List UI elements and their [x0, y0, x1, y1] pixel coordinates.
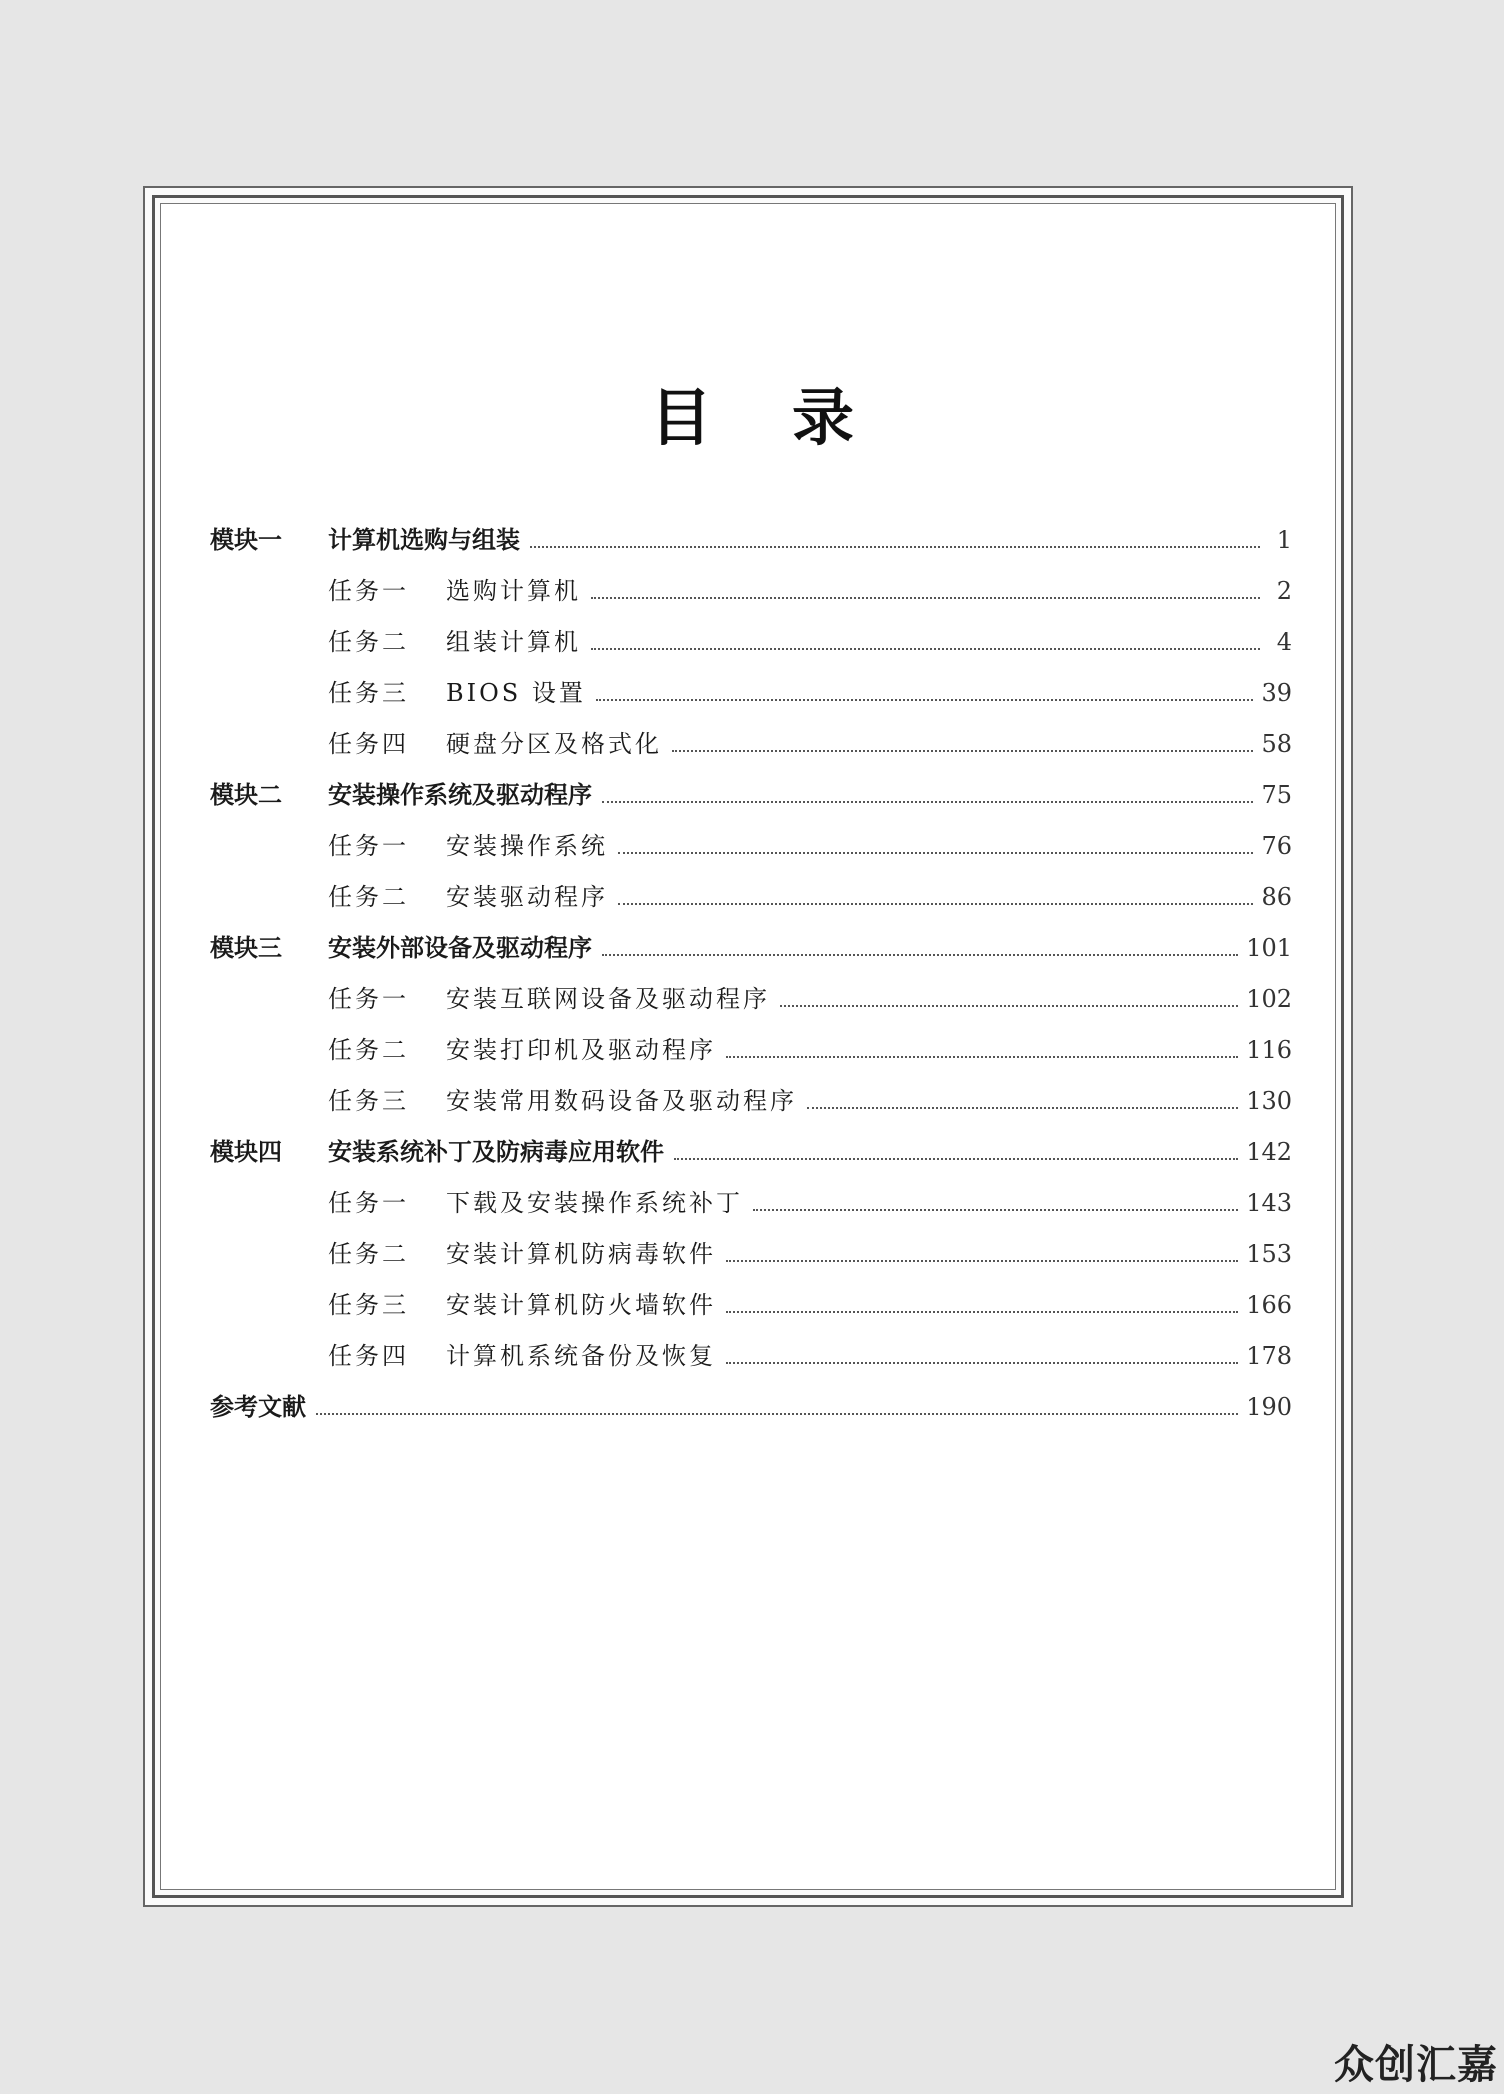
toc-entry-number: 任务二 — [328, 1240, 409, 1268]
toc-entry-task[interactable] — [210, 1183, 1292, 1234]
toc-dot-leader — [726, 1362, 1238, 1364]
toc-dot-leader — [726, 1056, 1238, 1058]
toc-entry-reference[interactable] — [210, 1387, 1292, 1438]
toc-entry-title: 选购计算机 — [446, 577, 581, 605]
toc-entry-page-number: 116 — [1246, 1036, 1292, 1064]
toc-entry-title: 安装常用数码设备及驱动程序 — [446, 1087, 797, 1115]
page-title — [0, 368, 1504, 457]
toc-entry-task[interactable] — [210, 673, 1292, 724]
toc-entry-title: 安装计算机防火墙软件 — [446, 1291, 716, 1319]
toc-entry-title: 安装系统补丁及防病毒应用软件 — [328, 1138, 664, 1166]
toc-entry-page-number: 75 — [1261, 781, 1292, 809]
toc-entry-page-number: 4 — [1276, 628, 1292, 656]
toc-entry-page-number: 153 — [1246, 1240, 1292, 1268]
toc-entry-task[interactable] — [210, 724, 1292, 775]
toc-entry-number: 任务一 — [328, 832, 409, 860]
toc-entry-number: 模块一 — [210, 526, 282, 554]
toc-entry-title: 安装操作系统及驱动程序 — [328, 781, 592, 809]
toc-entry-title: 下载及安装操作系统补丁 — [446, 1189, 743, 1217]
toc-entry-number: 任务四 — [328, 730, 409, 758]
toc-entry-task[interactable] — [210, 877, 1292, 928]
toc-entry-page-number: 2 — [1276, 577, 1292, 605]
toc-entry-number: 任务三 — [328, 679, 409, 707]
toc-entry-number: 任务三 — [328, 1087, 409, 1115]
toc-entry-page-number: 76 — [1261, 832, 1292, 860]
toc-entry-title: 安装互联网设备及驱动程序 — [446, 985, 770, 1013]
toc-entry-page-number: 39 — [1261, 679, 1292, 707]
toc-entry-title: 硬盘分区及格式化 — [446, 730, 662, 758]
toc-entry-page-number: 130 — [1246, 1087, 1292, 1115]
toc-entry-page-number: 58 — [1261, 730, 1292, 758]
toc-entry-task[interactable] — [210, 622, 1292, 673]
toc-dot-leader — [602, 954, 1238, 956]
toc-entry-task[interactable] — [210, 1081, 1292, 1132]
toc-entry-number: 模块四 — [210, 1138, 282, 1166]
toc-entry-page-number: 178 — [1246, 1342, 1292, 1370]
toc-entry-title: 安装外部设备及驱动程序 — [328, 934, 592, 962]
toc-dot-leader — [726, 1311, 1238, 1313]
toc-entry-page-number: 190 — [1246, 1393, 1292, 1421]
toc-entry-module[interactable] — [210, 775, 1292, 826]
toc-entry-number: 任务二 — [328, 628, 409, 656]
toc-dot-leader — [602, 801, 1253, 803]
toc-dot-leader — [591, 648, 1260, 650]
toc-entry-title: BIOS 设置 — [446, 679, 586, 707]
toc-entry-page-number: 142 — [1246, 1138, 1292, 1166]
toc-entry-title: 参考文献 — [210, 1393, 306, 1421]
toc-entry-task[interactable] — [210, 979, 1292, 1030]
toc-dot-leader — [618, 903, 1253, 905]
toc-entry-task[interactable] — [210, 1234, 1292, 1285]
toc-entry-number: 任务二 — [328, 883, 409, 911]
toc-entry-page-number: 102 — [1246, 985, 1292, 1013]
toc-entry-number: 任务一 — [328, 577, 409, 605]
table-of-contents — [210, 520, 1292, 1438]
watermark-logo: 众创汇嘉 — [1334, 2042, 1498, 2088]
title-char-2: 录 — [792, 381, 855, 454]
toc-entry-task[interactable] — [210, 1285, 1292, 1336]
toc-entry-number: 任务二 — [328, 1036, 409, 1064]
toc-entry-number: 任务一 — [328, 1189, 409, 1217]
toc-entry-page-number: 1 — [1276, 526, 1292, 554]
toc-entry-title: 安装驱动程序 — [446, 883, 608, 911]
toc-entry-page-number: 101 — [1246, 934, 1292, 962]
toc-entry-task[interactable] — [210, 826, 1292, 877]
toc-entry-page-number: 166 — [1246, 1291, 1292, 1319]
toc-entry-page-number: 143 — [1246, 1189, 1292, 1217]
toc-entry-task[interactable] — [210, 1030, 1292, 1081]
toc-dot-leader — [674, 1158, 1238, 1160]
toc-dot-leader — [780, 1005, 1238, 1007]
toc-entry-title: 计算机选购与组装 — [328, 526, 520, 554]
toc-entry-task[interactable] — [210, 1336, 1292, 1387]
toc-entry-task[interactable] — [210, 571, 1292, 622]
toc-entry-title: 安装操作系统 — [446, 832, 608, 860]
toc-dot-leader — [316, 1413, 1238, 1415]
toc-dot-leader — [672, 750, 1253, 752]
toc-entry-number: 任务四 — [328, 1342, 409, 1370]
toc-dot-leader — [726, 1260, 1238, 1262]
toc-dot-leader — [618, 852, 1253, 854]
toc-entry-title: 安装计算机防病毒软件 — [446, 1240, 716, 1268]
toc-entry-title: 组装计算机 — [446, 628, 581, 656]
toc-entry-module[interactable] — [210, 928, 1292, 979]
toc-dot-leader — [753, 1209, 1238, 1211]
toc-entry-module[interactable] — [210, 520, 1292, 571]
toc-entry-title: 安装打印机及驱动程序 — [446, 1036, 716, 1064]
toc-entry-page-number: 86 — [1261, 883, 1292, 911]
toc-entry-number: 任务三 — [328, 1291, 409, 1319]
toc-entry-number: 模块二 — [210, 781, 282, 809]
title-char-1: 目 — [649, 381, 712, 454]
toc-dot-leader — [530, 546, 1260, 548]
toc-entry-number: 模块三 — [210, 934, 282, 962]
toc-dot-leader — [591, 597, 1260, 599]
toc-dot-leader — [596, 699, 1254, 701]
toc-entry-module[interactable] — [210, 1132, 1292, 1183]
toc-entry-number: 任务一 — [328, 985, 409, 1013]
toc-dot-leader — [807, 1107, 1238, 1109]
toc-entry-title: 计算机系统备份及恢复 — [446, 1342, 716, 1370]
